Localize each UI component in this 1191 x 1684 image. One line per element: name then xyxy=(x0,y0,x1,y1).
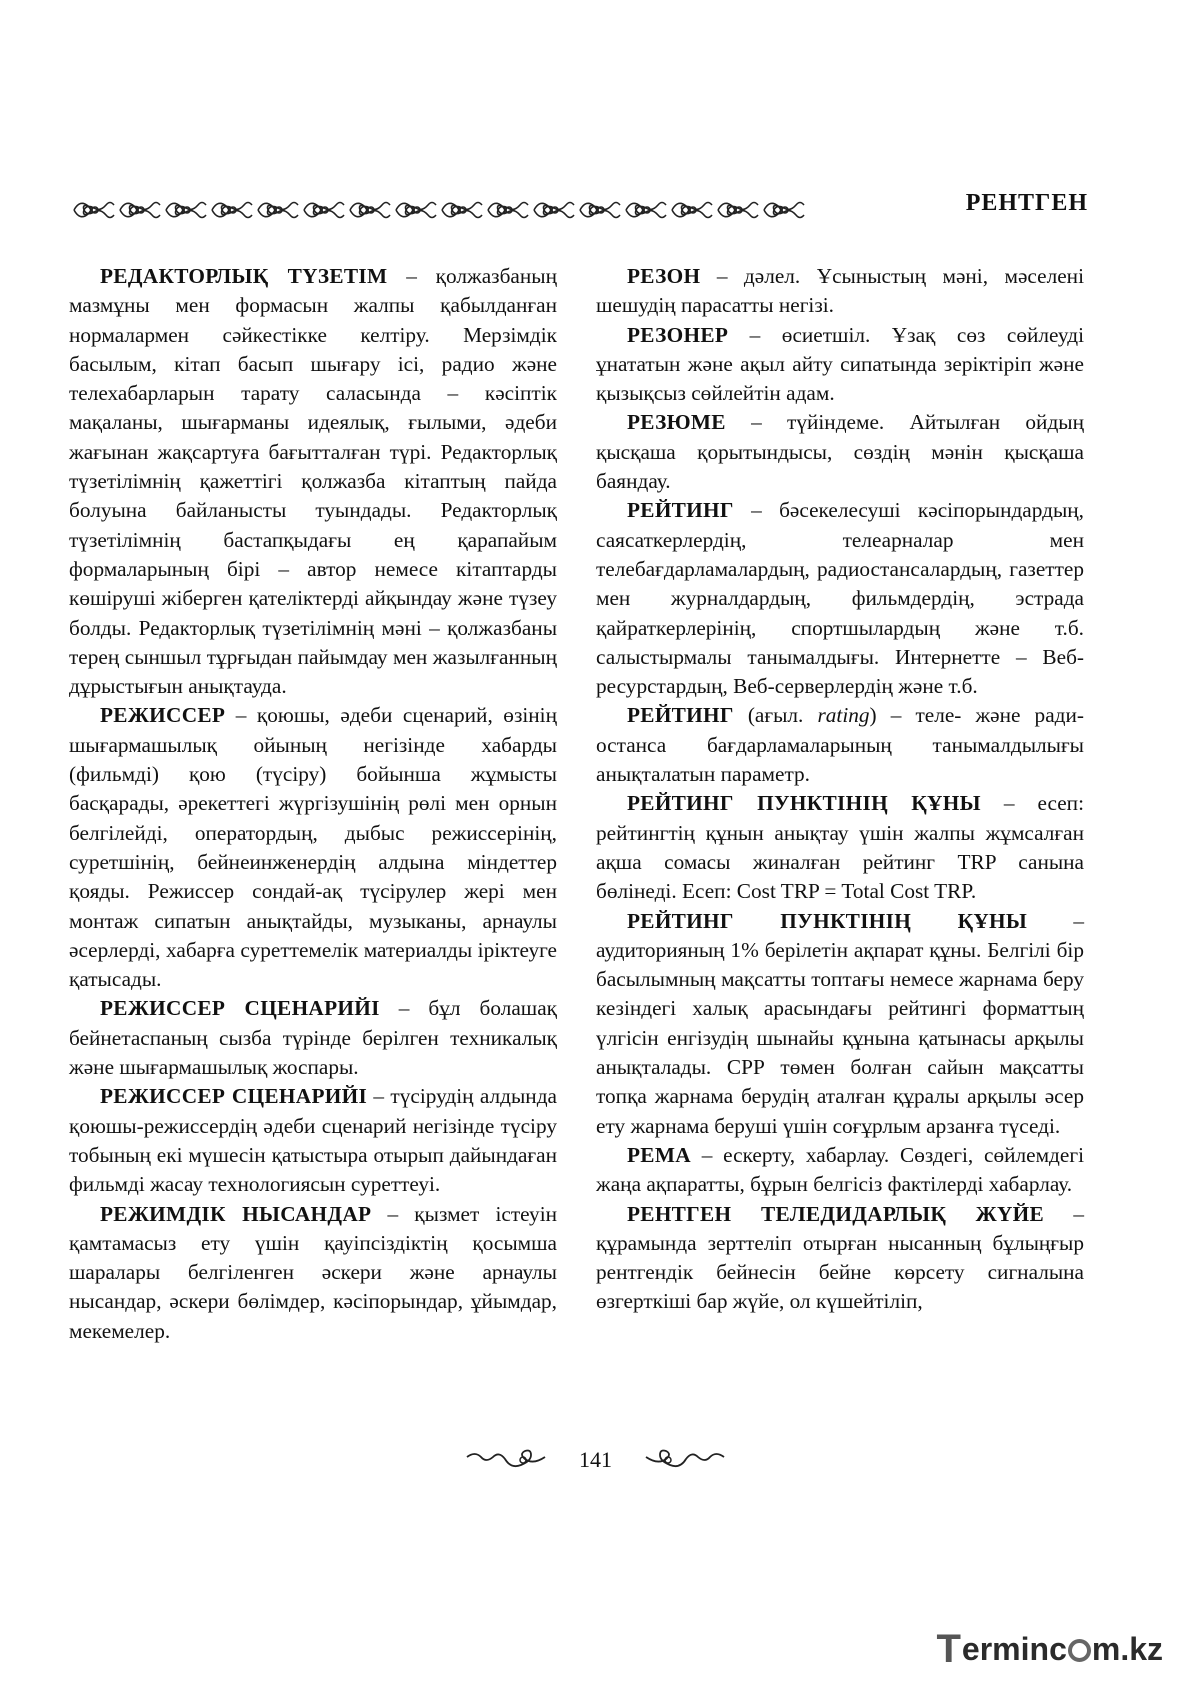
dictionary-entry xyxy=(69,994,557,1082)
dictionary-entry xyxy=(596,408,1084,496)
watermark-lead-letter: T xyxy=(936,1627,961,1671)
entry-term: РЕЗОНЕР xyxy=(627,322,729,347)
dictionary-entry xyxy=(69,262,557,701)
watermark-text: ermin xyxy=(961,1631,1050,1667)
dictionary-entry xyxy=(596,321,1084,409)
dictionary-entry xyxy=(69,1200,557,1346)
entry-definition: – қолжазбаның мазмұны мен формасын жалпы қабылданған нормалармен сәйкестікке келтіру. Мерзімдік басылым, кітап басып шығару ісі, радио және телехабарларын тарату саласында – кәсіптік мақаланы, шығарманы идеялық, ғылыми, әдеби жағынан жақсартуға бағытталған түрі. Редакторлық түзетілімнің қажеттігі қолжазба кітаптың пайда болуына байланысты туындады. Редакторлық түзетілімнің бастапқыдағы ең қарапайым формаларының бірі – автор немесе кітаптарды көшіруші жіберген қателіктерді айқындау және түзеу болды. Редакторлық түзетілімнің мәні – қолжазбаны терең сыншыл тұрғыдан пайымдау мен жазылғанның дұрыстығын анықтауда. xyxy=(69,264,557,699)
entry-definition-prefix: (ағыл. xyxy=(733,703,818,728)
entry-definition: – түйіндеме. Айтылған ойдың қысқаша қорытындысы, сөздің мәнін қысқаша баяндау. xyxy=(596,410,1084,494)
entry-definition: – бәсекелесуші кәсіпорындардың, саясаткерлердің, телеарналар мен телебағдарламалардың, радиостансалардың, газеттер мен журналдардың, фильмдердің, эстрада қайраткерлерінің, спортшылардың және т.б. салыстырмалы танымалдығы. Интернетте – Веб-ресурстардың, Веб-серверлердің және т.б. xyxy=(596,498,1084,699)
entry-term: РЕМА xyxy=(627,1142,691,1167)
dictionary-entry xyxy=(69,1082,557,1199)
entry-definition: – есеп: рейтингтің құнын анықтау үшін жалпы жұмсалған ақша сомасы жиналған рейтинг TRP санына бөлінеді. Есеп: Cost TRP = Total Cost TRP. xyxy=(596,791,1084,904)
running-head: РЕНТГЕН xyxy=(965,190,1088,216)
entry-term: РЕЖИМДІК НЫСАНДАР xyxy=(100,1201,372,1226)
entry-term: РЕДАКТОРЛЫҚ ТҮЗЕТІМ xyxy=(100,264,388,288)
dictionary-entry xyxy=(596,907,1084,1141)
entry-definition: – түсірудің алдында қоюшы-режиссердің әдеби сценарий негізінде түсіру тобының екі мүшесін қатыстыра отырып дайындаған фильмді жасау технологиясын суреттеуі. xyxy=(69,1084,557,1197)
entry-definition: – қызмет істеуін қамтамасыз ету үшін қауіпсіздіктің қосымша шаралары белгіленген әскери және арнаулы нысандар, әскери бөлімдер, кәсіпорындар, ұйымдар, мекемелер. xyxy=(69,1201,558,1343)
entry-definition: – өсиетшіл. Ұзақ сөз сөйлеуді ұнататын және ақыл айту сипатында зеріктіріп және қызықсыз сөйлейтін адам. xyxy=(596,322,1084,406)
page-number: 141 xyxy=(579,1447,612,1472)
left-flourish-icon xyxy=(465,1448,553,1472)
watermark-text: c xyxy=(1049,1631,1067,1667)
entry-definition: – аудиторияның 1% берілетін ақпарат құны. Белгілі бір басылымның мақсатты топтағы немесе жарнама беру кезіндегі халық арасындағы рейтингі форматтың үлгісін енгізудің шынайы құнына қатынасы арқылы анықталады. СРР төмен болған сайын мақсатты топқа жарнама берудің аталған құралы арқылы әсер ету жарнама беруші үшін соғұрлым арзанға түседі. xyxy=(596,908,1084,1138)
entry-definition: – қоюшы, әдеби сценарий, өзінің шығармашылық ойының негізінде хабарды (фильмді) қою (түсіру) бойынша жұмысты басқарады, әрекеттегі жүргізушінің рөлі мен орнын белгілейді, оператордың, дыбыс режиссерінің, суретшінің, бейнеинженердің алдына міндеттер қояды. Режиссер сондай-ақ түсірулер жері мен монтаж сипатын анықтайды, музыканы, арнаулы әсерлерді, хабарға суреттемелік материалды іріктеуге қатысады. xyxy=(69,703,557,992)
entry-term: РЕЙТИНГ xyxy=(627,703,734,728)
dictionary-entry xyxy=(596,496,1084,701)
right-flourish-icon xyxy=(638,1448,726,1472)
dictionary-entry xyxy=(69,701,557,994)
entry-term: РЕЙТИНГ xyxy=(627,498,734,523)
entry-definition: ) – теле- және радиостанса бағдарламаларының танымалдылығы анықталатын параметр. xyxy=(596,703,1084,787)
entry-term: РЕЖИССЕР СЦЕНАРИЙІ xyxy=(100,1084,368,1109)
dictionary-entry xyxy=(596,262,1084,321)
entry-term: РЕЙТИНГ ПУНКТІНІҢ ҚҰНЫ xyxy=(627,908,1028,933)
watermark-ring-icon xyxy=(1068,1639,1091,1662)
dictionary-entry xyxy=(596,701,1084,789)
right-column xyxy=(596,262,1084,1317)
watermark-text: m.kz xyxy=(1091,1631,1163,1667)
dictionary-entry xyxy=(596,1141,1084,1200)
entry-term: РЕЖИССЕР СЦЕНАРИЙІ xyxy=(100,996,380,1021)
dictionary-entry xyxy=(596,1200,1084,1317)
watermark-logo xyxy=(936,1627,1163,1672)
header-ornament-band xyxy=(72,196,812,224)
entry-term: РЕНТГЕН ТЕЛЕДИДАРЛЫҚ ЖҮЙЕ xyxy=(627,1201,1045,1226)
entry-term: РЕЙТИНГ ПУНКТІНІҢ ҚҰНЫ xyxy=(627,791,981,816)
entry-definition: – бұл болашақ бейнетаспаның сызба түрінде берілген техникалық және шығармашылық жоспары. xyxy=(69,996,558,1080)
left-column xyxy=(69,262,557,1346)
entry-definition: – ескерту, хабарлау. Сөздегі, сөйлемдегі жаңа ақпаратты, бұрын белгісіз фактілерді хабарлау. xyxy=(596,1142,1084,1197)
entry-term: РЕЖИССЕР xyxy=(100,703,226,728)
page-footer xyxy=(0,1447,1191,1473)
entry-definition: – дәлел. Ұсыныстың мәні, мәселені шешудің парасатты негізі. xyxy=(596,264,1084,318)
entry-etymology: rating xyxy=(817,703,870,728)
entry-term: РЕЗОН xyxy=(627,264,701,288)
entry-definition: – құрамында зерттеліп отырған нысанның бұлыңғыр рентгендік бейнесін бейне көрсету сигналына өзгерткіші бар жүйе, ол күшейтіліп, xyxy=(596,1201,1084,1314)
entry-term: РЕЗЮМЕ xyxy=(627,410,726,435)
dictionary-entry xyxy=(596,789,1084,906)
